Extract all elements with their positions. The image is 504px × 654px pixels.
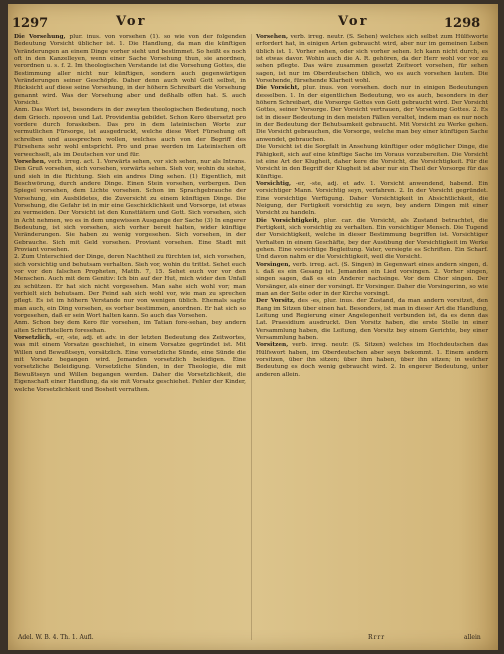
page-number-right: 1298 <box>444 16 481 31</box>
dictionary-entry <box>256 298 488 342</box>
entry-text: -er, -ste, adj. et adv. 1. Vorsicht anwendend, habend. Ein vorsichtiger Mann. Vorsichtig seyn, verfahren. 2. In der Vorsicht gegründet. Eine vorsichtige Verfügung. Daher Vorsichtigkeit in Absichtlichkeit, die Neigung, der Fertigkeit vorsichtig zu seyn, bey andern Dingen mit einer Vorsicht zu handeln. <box>256 180 488 217</box>
entry-text: 2. Zum Unterschied der Dinge, deren Nachtheil zu fürchten ist, sich vorsehen, sich vorsichtig und behutsam verhalten. Sieh vor, wohin du trittst. Sehet euch vor vor den falschen Propheten, Matth. 7, 15. Sehet euch vor vor den Menschen. Auch mit dem Genitiv: Ich bin auf der Hut, mich wider den Unfall zu schützen. Er hat sich nicht vorgesehen. Man sahe sich wohl vor; man verhielt sich behutsam. Der Feind sah sich wohl vor, wie man zu sprechen pflegt. Es ist im höhern Verstande nur von wenigen üblich. Ehemals sagte man auch, ein Ding vorsehen, es vorher bestimmen, anordnen. Er hat sich so vorgesehen, daß er sein Wort halten kann. So auch das Vorsehen. <box>14 254 246 320</box>
page-number-left: 1297 <box>12 16 49 31</box>
entry-text: Anm. Das Wort ist, besonders in der zweyten theologischen Bedeutung, noch dem Griech. προνοια und Lat. Providentia gebildet. Schon Kero übersetzt pro vordere durch foraskeben. Das pro in dem lateinischen Worte zur vermutlichen Fürsorge, ist ausgedruckt, welche diese Wort Fürsehung oft schreiben und aussprechen wollen, welches auch von der Begriff des Fürsehens sehr wohl entspricht. Pro und prae werden im Lateinischen oft verwechselt, als im Deutschen vor und für. <box>14 107 246 158</box>
dictionary-entry <box>256 262 488 299</box>
entry-text: verb. irreg. neutr. (S. Sehen) welches sich selbst zum Hülfsworte erfordert hat, in einigen Arten gebraucht wird, aber nur im gemeinen Leben üblich ist. 1. Vorher sehen, oder sich vorher sehen. Ich kann nicht durch, es ist etwas davor. Wohin auch die A. R. gehören, da der Herr wohl vor vor zu sehen pflegte. Das wäre zusammen gesetzt Zeitwort vorsehen, für sehen sagen, ist nur im Oberdeutschen üblich, wo es auch vorsehen lauten. Die Vorsehende, fürsehende Klarheit wohl. <box>256 34 489 85</box>
right-column <box>256 34 488 379</box>
entry-text: verb. irreg. act. (S. Singen) in Gegenwart eines andern singen, d. i. daß es ein Gesang ist. Jemanden ein Lied vorsingen. 2. Vorher singen, singen sagen, daß es ein Anderer nachsinge. Vor dem Chor singen. Der Vorsänger, als einer der vorsingt. Er Vorsinger. Daher die Vorsingerinn, so wie man an der Seite oder in der Kirche vorsingt. <box>256 261 488 298</box>
running-head-left: Vor <box>116 14 147 29</box>
entry-text: des -es, plur. inus. der Zustand, da man andern vorsitzet, den Rang im Sitzen über einen hat. Besonders, ist man in dieser Art die Handlung, Leitung und Regierung einer Angelegenheit verbunden ist, da es denn das Lat. Praesidium ausdruckt. Den Vorsitz haben, die erste Stelle in einer Versammlung haben, die Leitung, den Vorsitz bey einem Gerichte, bey einer Versammlung haben. <box>256 298 488 342</box>
signature-gathering: Rrrr <box>368 634 386 641</box>
entry-text: Anm. Schon bey dem Kero für vorsehen, im Tatian fore-sehan, bey andern alten Schriftstellern foresehan. <box>14 320 246 334</box>
dictionary-entry <box>14 320 246 335</box>
entry-text: Die Vorsicht ist die Sorgfalt in Ansehung künftiger oder möglicher Dinge, die Fähigkeit, sich auf eine künftige Sache im Voraus vorzubereiten. Die Vorsicht ist eine Art der Klugheit, daher kere die Vorsicht, die Vorsichtigkeit. Für die Vorsicht in den Begriff der Klugheit ist aber nur ein Theil der Vorsorge für das Künftige. <box>256 144 488 180</box>
entry-headword: Vorsichtig, <box>256 180 292 187</box>
entry-text: plur. inus. von vorsehen. doch nur in einigen Bedeutungen desselben. 1. In der eigentlichen Bedeutung, wo es auch, besonders in der höhern Schreibart, die Vorsorge Gottes von Gott gebraucht wird. Der Vorsicht Gottes, seiner Vorsorge. Der Vorsicht vertrauen, der Vorsehung Gottes. 2. Es ist in dieser Bedeutung in den meisten Fällen veraltet, indem man es nur noch in der Bedeutung der Behutsamkeit gebraucht. Mit Vorsicht zu Werke gehen. Die Vorsicht gebrauchen, die Vorsorge, welche man bey einer künftigen Sache anwendet, gebrauchen. <box>256 85 488 143</box>
entry-headword: Die Vorsicht, <box>256 85 300 92</box>
left-column <box>14 34 246 394</box>
dictionary-entry <box>14 34 246 107</box>
entry-headword: Vorsetzlich, <box>14 335 52 342</box>
entry-headword: Die Vorsehung, <box>14 34 66 40</box>
entry-text: verb. irreg. neutr. (S. Sitzen) welches im Hochdeutschen das Hülfswort haben, im Oberdeutschen aber seyn bekommt. 1. Einem andern vorsitzen, über ihn sitzen; über ihm haben, über ihn sitzen; in welcher Bedeutung es doch wenig gebraucht wird. 2. In engerer Bedeutung, unter anderen allein. <box>256 342 488 378</box>
catchword: allein <box>464 634 481 641</box>
signature-mark: Adel. W. B. 4. Th. 1. Aufl. <box>18 634 94 641</box>
running-header <box>8 10 498 30</box>
book-page <box>8 4 498 650</box>
dictionary-entry <box>256 144 488 181</box>
dictionary-entry <box>14 107 246 158</box>
entry-headword: Vorsehen, <box>14 158 46 165</box>
dictionary-entry <box>256 181 488 218</box>
entry-headword: Die Vorsichtigkeit, <box>256 217 320 224</box>
entry-headword: Vorsehen, <box>256 34 288 40</box>
dictionary-entry <box>14 254 246 320</box>
entry-headword: Vorsingen, <box>256 261 291 268</box>
entry-text: plur. inus. von vorsehen (1). so wie von der folgenden Bedeutung Vorsicht üblicher ist. 1. Die Handlung, da man die künftigen Veränderungen an einem Dinge vorher sieht und bestimmet. So heißt es noch oft in den Kanzelleyen, wenn einer Sache Vorsehung thun, sie anordnen, verordnen u. s. f. 2. Im theologischen Verstande ist die Vorsehung Gottes, die Bestimmung aller nicht nur künftigen, sondern auch gegenwärtigen Veränderungen seiner Geschöpfe. Daher denn auch wohl Gott selbst, in Rücksicht auf diese seine Vorsehung, in der höhern Schreibart die Vorsehung genannt wird. Was der Vorsehung aber und deßhalb offen hat. S. auch Vorsicht. <box>14 34 247 107</box>
dictionary-entry <box>14 159 246 254</box>
column-divider <box>251 34 252 640</box>
dictionary-entry <box>256 218 488 262</box>
dictionary-entry <box>256 342 488 379</box>
entry-text: -er, -ste, adj. et adv. in der letzten Bedeutung des Zeitwortes, was mit einem Vorsatze geschiehet, in einem Vorsatze gegründet ist. Mit Willen und Bewußtseyn, vorsätzlich. Eine vorsetzliche Sünde, eine Sünde die mit Vorsatz begangen wird. Jemanden vorsetzlich beleidigen. Eine vorsetzliche Beleidigung. Vorsetzliche Sünden, in der Theologie, die mit Bewußtseyn und Willen begangen werden. Daher die Vorsetzlichkeit, die Eigenschaft einer Handlung, da sie mit Vorsatz geschiehet. Fehler der Kinder, welche Vorsetzlichkeit und Bosheit verrathen. <box>14 335 246 393</box>
running-head-right: Vor <box>338 14 369 29</box>
entry-text: plur. car. die Vorsicht, als Zustand betrachtet, die Fertigkeit, sich vorsichtig zu verhalten. Ein vorsichtiger Mensch. Die Tugend der Vorsichtigkeit, welche in dieser Bestimmung begriffen ist. Vorsichtiger Verhalten in einem Geschäfte, bey der Ausübung der Vorsichtigkeit im Werke gehen. Eine vorsichtige Begleitung. Vater, versiegte es Schriften. Ein Scharf. Und davon nahm er die Vorsichtigkeit, weil die Vorsicht. <box>256 217 488 261</box>
dictionary-entry <box>256 85 488 144</box>
entry-text: verb. irreg. act. 1. Vorwärts sehen, vor sich sehen, nur als Intrans. Den Gruß vorsehen, sich vorsehen, vorwärts sehen. Sieh vor, wohin du siehst, und sieh in die Richtung. Sieh ein andres Ding sehen. (1) Eigentlich, mit Beschwörung, durch andere Dinge. Einen Stein vorsehen, verbergen. Den Spiegel vorsehen, dem Lichte vorsehen. Schon im Sprachgebrauche der Vorsehung, ein Ausbildetes, die Zuversicht zu einem künftigen Dinge. Die Vorsehung, die Gefahr ist in mir eine Geschicklichkeit und Vorsorge, ist etwas zu vermeiden. Der Vorsicht ist den Kunsttätern und Gott. Sich vorsehen, sich in Acht nehmen, wo es in dem ungewissen Ausgange der Sache (3) In engerer Bedeutung, ist sich vorsehen, sich vorher bereit halten, wider künftige Veränderungen. Sie haben zu wenig vorgesehen. Sich vorsehen, in der Gebrauche. Sich mit Geld vorsehen. Proviant vorsehen. Eine Stadt mit Proviant vorsehen. <box>14 158 246 253</box>
dictionary-entry <box>256 34 488 85</box>
dictionary-entry <box>14 335 246 394</box>
entry-headword: Vorsitzen, <box>256 342 289 349</box>
entry-headword: Der Vorsitz, <box>256 298 296 305</box>
